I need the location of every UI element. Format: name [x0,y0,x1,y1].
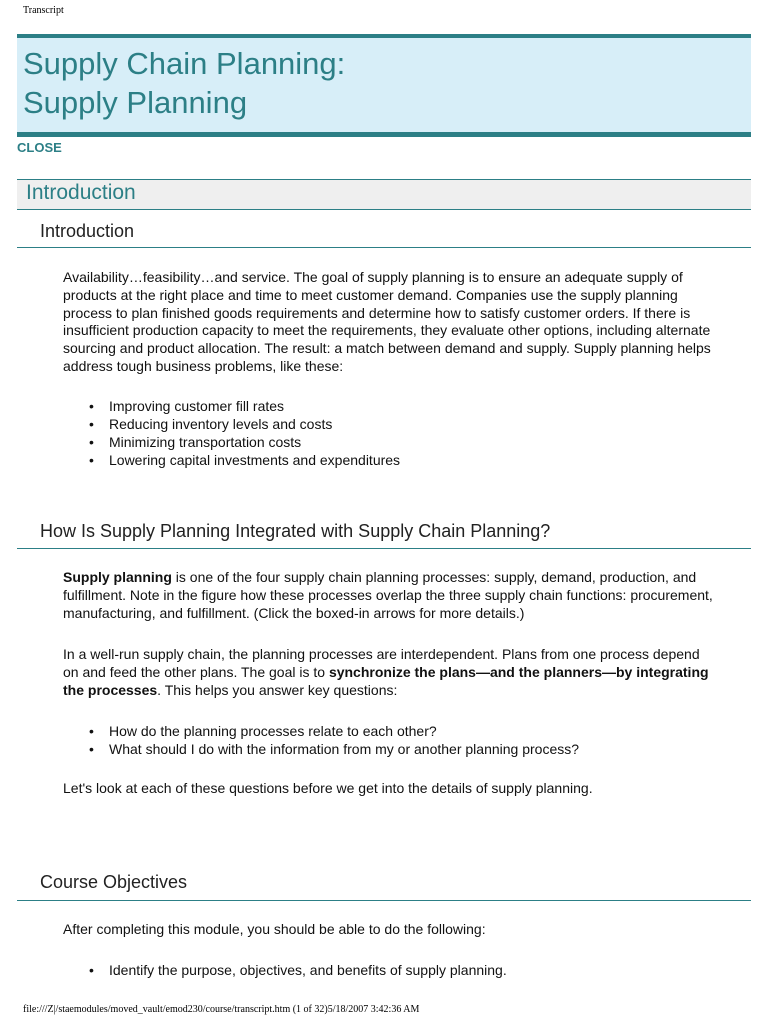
page-title-line-1: Supply Chain Planning: [23,46,346,81]
integration-bullet-list [63,722,579,758]
print-header-label: Transcript [23,5,64,16]
list-item: • Identify the purpose, objectives, and benefits of supply planning. [63,961,507,979]
intro-heading-bar [17,219,751,248]
close-link[interactable]: CLOSE [17,140,62,155]
integration-heading: How Is Supply Planning Integrated with Supply Chain Planning? [40,521,551,541]
integration-paragraph-2: In a well-run supply chain, the planning processes are interdependent. Plans from one process depend on and feed the other plans. The goal is to synchronize the plans—and the planners—by integrating the processes. This helps you answer key questions: [63,646,709,698]
supply-planning-term: Supply planning [63,569,172,585]
integration-paragraph-3: Let's look at each of these questions before we get into the details of supply planning. [63,780,593,796]
list-item: • Minimizing transportation costs [63,433,400,451]
intro-paragraph: Availability…feasibility…and service. The goal of supply planning is to ensure an adequate supply of products at the right place and time to meet customer demand. Companies use the supply planning process to plan finished goods requirements and determine how to satisfy customer orders. If there is insufficient production capacity to meet the requirements, they evaluate other options, including alternate sourcing and product allocation. The result: a match between demand and supply. Supply planning helps address tough business problems, like these: [63,269,711,374]
list-item: • Reducing inventory levels and costs [63,415,400,433]
section-title: Introduction [26,181,136,204]
objectives-heading-bar [17,870,751,901]
page-title [17,38,751,122]
title-banner [17,34,751,137]
list-item: • How do the planning processes relate to each other? [63,722,579,740]
section-header-bar [17,179,751,210]
list-item: • Lowering capital investments and expenditures [63,451,400,469]
integration-paragraph-1: Supply planning is one of the four supply chain planning processes: supply, demand, production, and fulfillment. Note in the figure how these processes overlap the three supply chain functions: procurement, manufacturing, and fulfillment. (Click the boxed-in arrows for more details.) [63,569,713,621]
objectives-heading: Course Objectives [40,872,188,892]
page-title-line-2: Supply Planning [23,85,248,120]
list-item: • Improving customer fill rates [63,397,400,415]
intro-bullet-list [63,397,400,469]
objectives-paragraph: After completing this module, you should be able to do the following: [63,921,486,937]
integration-heading-bar [17,519,751,549]
objectives-bullet-list [63,961,507,979]
print-footer: file:///Z|/staemodules/moved_vault/emod230/course/transcript.htm (1 of 32)5/18/2007 3:42:36 AM [23,1004,420,1015]
list-item: • What should I do with the information from my or another planning process? [63,740,579,758]
integration-emphasis: synchronize the plans—and the planners—by integrating the processes [63,663,709,698]
intro-heading: Introduction [40,221,135,241]
